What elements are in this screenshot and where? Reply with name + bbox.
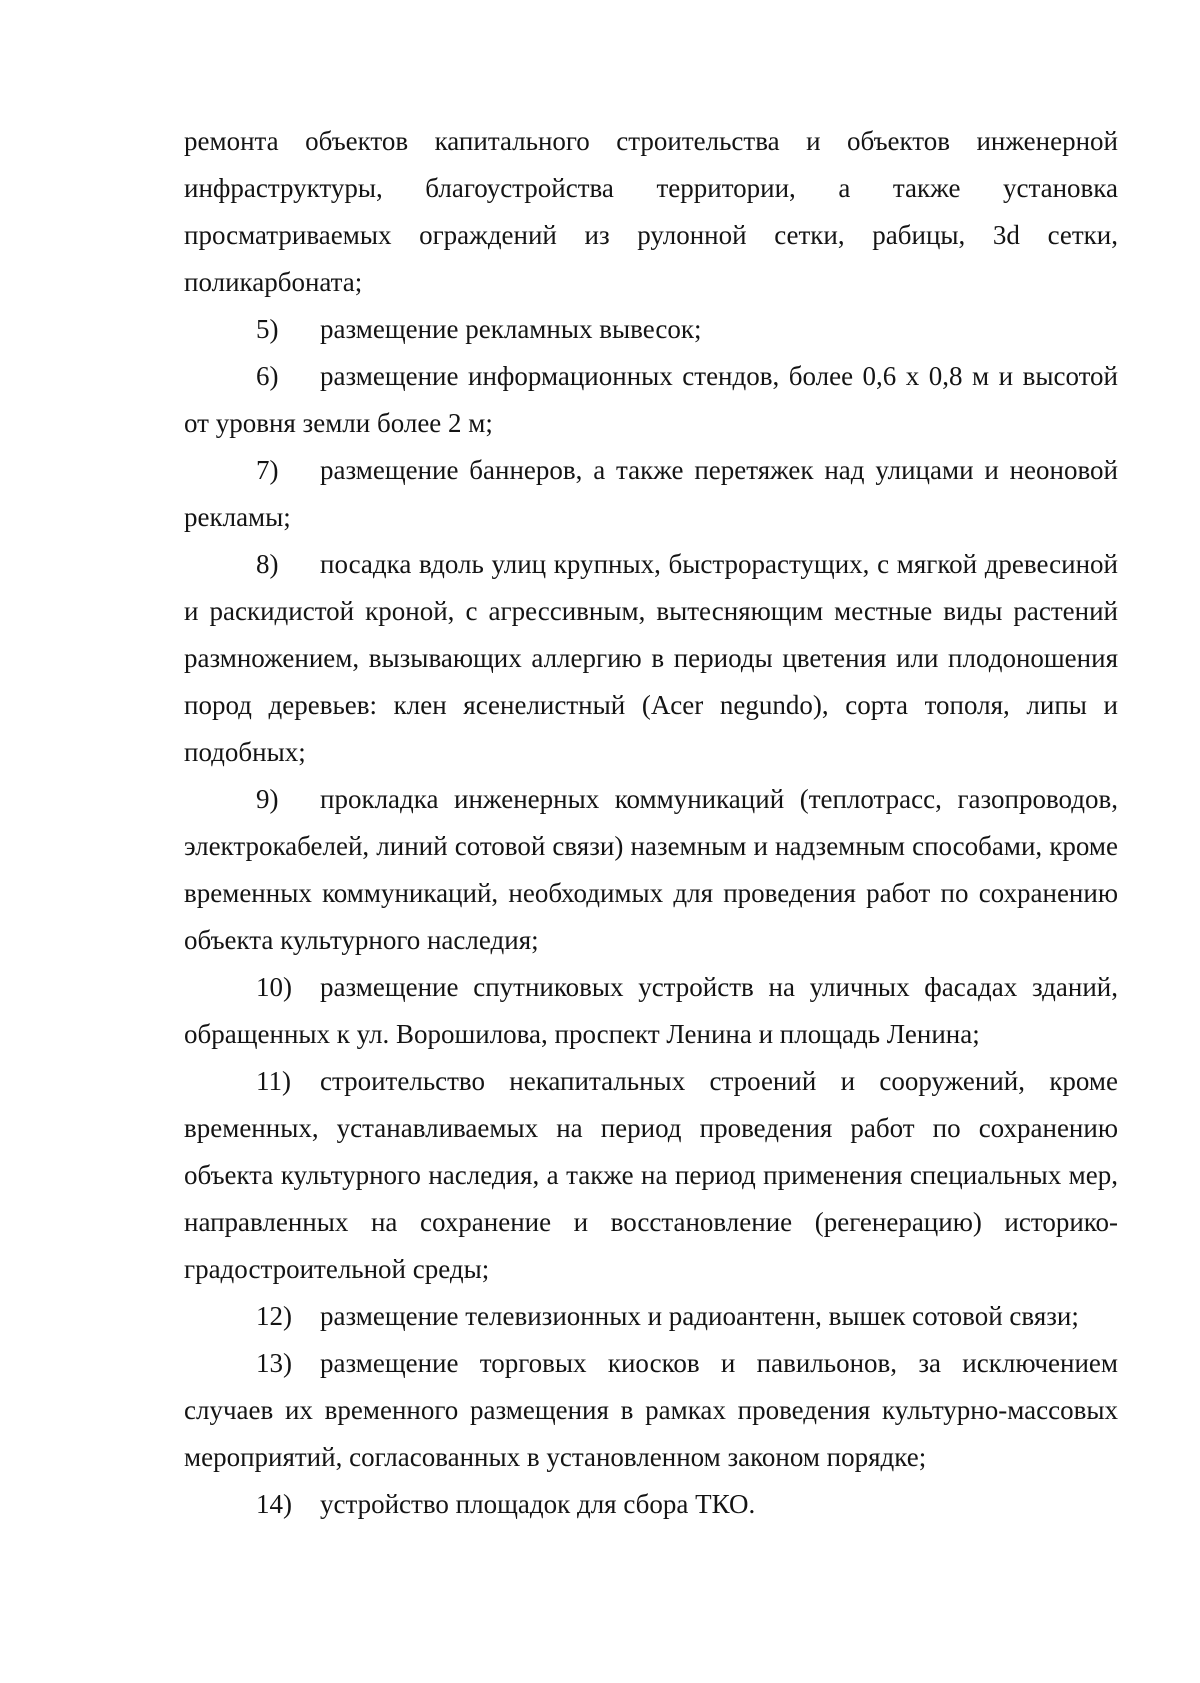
item-number: 11) xyxy=(256,1066,291,1096)
list-item-5 xyxy=(184,306,1118,353)
list-item-14 xyxy=(184,1481,1118,1528)
list-item-7 xyxy=(184,447,1118,541)
item-text: размещение информационных стендов, более 0,6 х 0,8 м и высотой от уровня земли более 2 м; xyxy=(184,361,1118,438)
item-text: прокладка инженерных коммуникаций (теплотрасс, газопроводов, электрокабелей, линий сотовой связи) наземным и надземным способами, кроме временных коммуникаций, необходимых для проведения работ по сохранению объекта культурного наследия; xyxy=(184,784,1118,955)
item-number: 9) xyxy=(256,784,279,814)
list-item-12 xyxy=(184,1293,1118,1340)
item-text: размещение рекламных вывесок; xyxy=(320,314,702,344)
item-text: посадка вдоль улиц крупных, быстрорастущих, с мягкой древесиной и раскидистой кроной, с агрессивным, вытесняющим местные виды растений размножением, вызывающих аллергию в периоды цветения или плодоношения пород деревьев: клен ясенелистный (Acer negundo), сорта тополя, липы и подобных; xyxy=(184,549,1118,767)
list-item-13 xyxy=(184,1340,1118,1481)
list-item-10 xyxy=(184,964,1118,1058)
list-item-9 xyxy=(184,776,1118,964)
item-text: размещение торговых киосков и павильонов, за исключением случаев их временного размещения в рамках проведения культурно-массовых мероприятий, согласованных в установленном законом порядке; xyxy=(184,1348,1118,1472)
item-number: 14) xyxy=(256,1489,292,1519)
item-number: 12) xyxy=(256,1301,292,1331)
item-number: 7) xyxy=(256,455,279,485)
document-body xyxy=(184,118,1118,1528)
item-number: 5) xyxy=(256,314,279,344)
item-number: 10) xyxy=(256,972,292,1002)
item-number: 8) xyxy=(256,549,279,579)
item-number: 6) xyxy=(256,361,279,391)
item-number: 13) xyxy=(256,1348,292,1378)
continuation-paragraph: ремонта объектов капитального строительства и объектов инженерной инфраструктуры, благоустройства территории, а также установка просматриваемых ограждений из рулонной сетки, рабицы, 3d сетки, поликарбоната; xyxy=(184,126,1118,297)
item-text: устройство площадок для сбора ТКО. xyxy=(320,1489,756,1519)
list-item-6 xyxy=(184,353,1118,447)
item-text: строительство некапитальных строений и сооружений, кроме временных, устанавливаемых на период проведения работ по сохранению объекта культурного наследия, а также на период применения специальных мер, направленных на сохранение и восстановление (регенерацию) историко-градостроительной среды; xyxy=(184,1066,1118,1284)
list-item-8 xyxy=(184,541,1118,776)
item-text: размещение спутниковых устройств на уличных фасадах зданий, обращенных к ул. Ворошилова, проспект Ленина и площадь Ленина; xyxy=(184,972,1118,1049)
item-text: размещение телевизионных и радиоантенн, вышек сотовой связи; xyxy=(320,1301,1079,1331)
item-text: размещение баннеров, а также перетяжек над улицами и неоновой рекламы; xyxy=(184,455,1118,532)
list-item-11 xyxy=(184,1058,1118,1293)
